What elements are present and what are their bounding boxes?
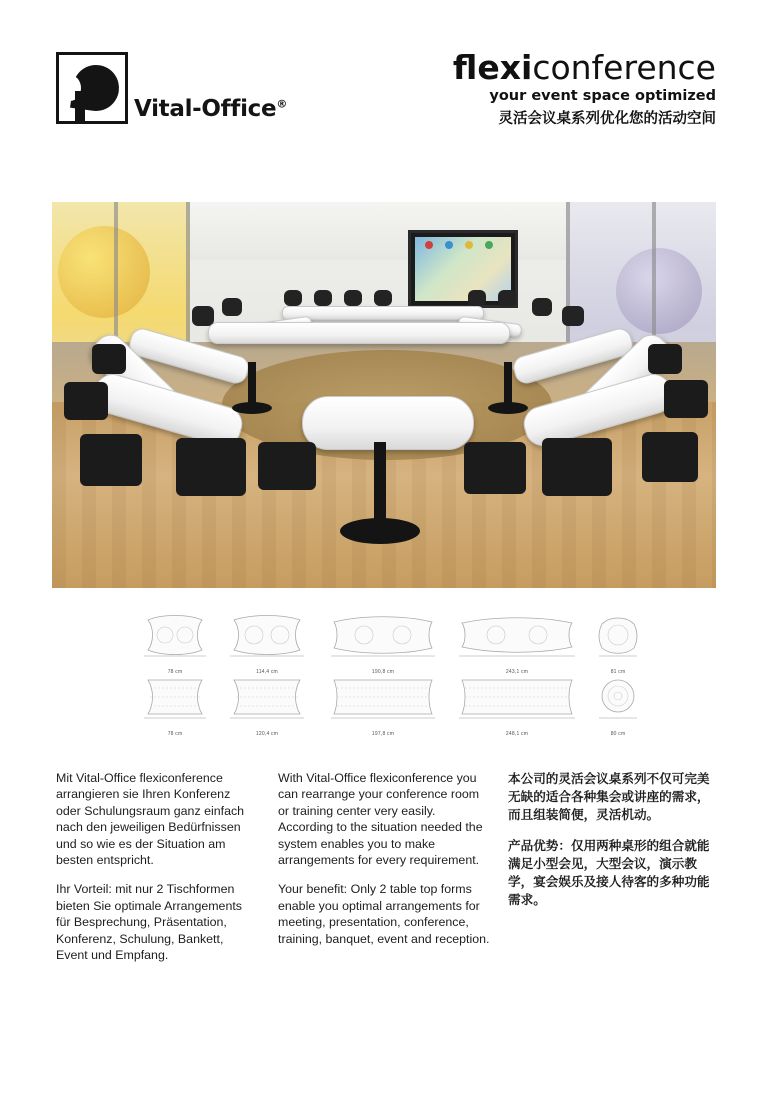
dimension-label: 81 cm (610, 669, 626, 675)
page-title-light: conference (532, 48, 716, 87)
shape-rect-78-icon (140, 674, 210, 720)
page-title-bold: flexi (452, 48, 533, 87)
photo-chair (468, 290, 486, 306)
photo-chair (374, 290, 392, 306)
photo-table-base (488, 402, 528, 414)
photo-table-base (374, 442, 386, 522)
paragraph-cn-1: 本公司的灵活会议桌系列不仅可完美无缺的适合各种集会或讲座的需求，而且组装简便，灵活机动。 (508, 771, 710, 822)
photo-chair (464, 442, 526, 494)
brand-logo (56, 52, 287, 124)
shape-cell (596, 612, 640, 675)
column-chinese (508, 770, 718, 922)
photo-table-base (232, 402, 272, 414)
photo-chair (532, 298, 552, 316)
paragraph-cn-2: 产品优势：仅用两种桌形的组合就能满足小型会见，大型会议，演示教学，宴会娱乐及接人待客的多种功能需求。 (508, 838, 710, 907)
dimension-label: 197,8 cm (371, 731, 395, 737)
dimension-label: 190,8 cm (371, 669, 395, 675)
page-title (453, 50, 716, 86)
photo-chair (664, 380, 708, 418)
shape-cell (226, 612, 308, 675)
shape-rect-197-icon (328, 674, 438, 720)
shape-long-curve-190-icon (328, 612, 438, 658)
dimension-label: 80 cm (610, 731, 626, 737)
photo-chair (498, 290, 516, 306)
photo-table-segment (302, 396, 474, 450)
column-german (56, 770, 258, 976)
photo-chair (284, 290, 302, 306)
vital-office-logo-icon (56, 52, 128, 124)
dimension-label: 248,1 cm (505, 731, 529, 737)
paragraph-en-2: Your benefit: Only 2 table top forms enable you optimal arrangements for meeting, presentation, conference, training, banquet, event and reception. (278, 882, 490, 946)
tagline-cn: 灵活会议桌系列优化您的活动空间 (498, 111, 716, 127)
hero-photo (52, 202, 716, 588)
page-header (0, 0, 768, 170)
shape-rect-120-icon (226, 674, 308, 720)
shape-row-front-views (140, 674, 636, 737)
photo-chair (314, 290, 332, 306)
photo-chair (222, 298, 242, 316)
photo-table-base (340, 518, 420, 544)
dimension-label: 243,1 cm (505, 669, 529, 675)
column-english (278, 770, 490, 960)
logo-wordmark-text: Vital-Office (134, 96, 277, 122)
dimension-label: 78 cm (167, 731, 183, 737)
shape-double-curve-114-icon (226, 612, 308, 658)
photo-chair (176, 438, 246, 496)
dimension-label: 114,4 cm (256, 669, 278, 675)
trademark-symbol: ® (276, 97, 288, 111)
shape-cell (140, 612, 210, 675)
shape-cell (456, 612, 578, 675)
photo-table-base (248, 362, 256, 406)
photo-chair (344, 290, 362, 306)
shape-cell (328, 674, 438, 737)
table-shape-diagrams (140, 608, 636, 737)
photo-chair (64, 382, 108, 420)
photo-chair (80, 434, 142, 486)
photo-chair (92, 344, 126, 374)
photo-chair (562, 306, 584, 326)
dimension-label: 78 cm (167, 669, 183, 675)
shape-cell (456, 674, 578, 737)
shape-double-curve-78-icon (140, 612, 210, 658)
shape-long-curve-243-icon (456, 612, 578, 658)
dimension-label: 120,4 cm (255, 731, 279, 737)
shape-round-81-icon (596, 612, 640, 658)
shape-row-top-views (140, 612, 636, 675)
paragraph-en-1: With Vital-Office flexiconference you can rearrange your conference room or training center very easily. According to the situation needed the system enables you to make arrangements for every requirement. (278, 771, 483, 868)
shape-cell (226, 674, 308, 737)
photo-chair (542, 438, 612, 496)
logo-wordmark (134, 96, 287, 122)
tagline-en: your event space optimized (489, 88, 716, 104)
shape-cell (140, 674, 210, 737)
shape-rect-248-icon (456, 674, 578, 720)
photo-table-base (504, 362, 512, 406)
paragraph-de-1: Mit Vital-Office flexiconference arrangieren sie Ihren Konferenz oder Schulungsraum ganz einfach nach den jeweiligen Bedürfnissen und so wie es der Situation am besten entspricht. (56, 771, 245, 868)
photo-chair (648, 344, 682, 374)
shape-cell (328, 612, 438, 675)
photo-chair (258, 442, 316, 490)
photo-table-back (282, 306, 484, 320)
photo-chair (642, 432, 698, 482)
title-block (453, 50, 716, 128)
photo-table-segment (208, 322, 510, 344)
paragraph-de-2: Ihr Vorteil: mit nur 2 Tischformen bieten Sie optimale Arrangements für Besprechung, Präsentation, Konferenz, Schulung, Bankett, Event und Empfang. (56, 882, 242, 963)
photo-chair (192, 306, 214, 326)
shape-cell (596, 674, 640, 737)
shape-round-80-icon (596, 674, 640, 720)
